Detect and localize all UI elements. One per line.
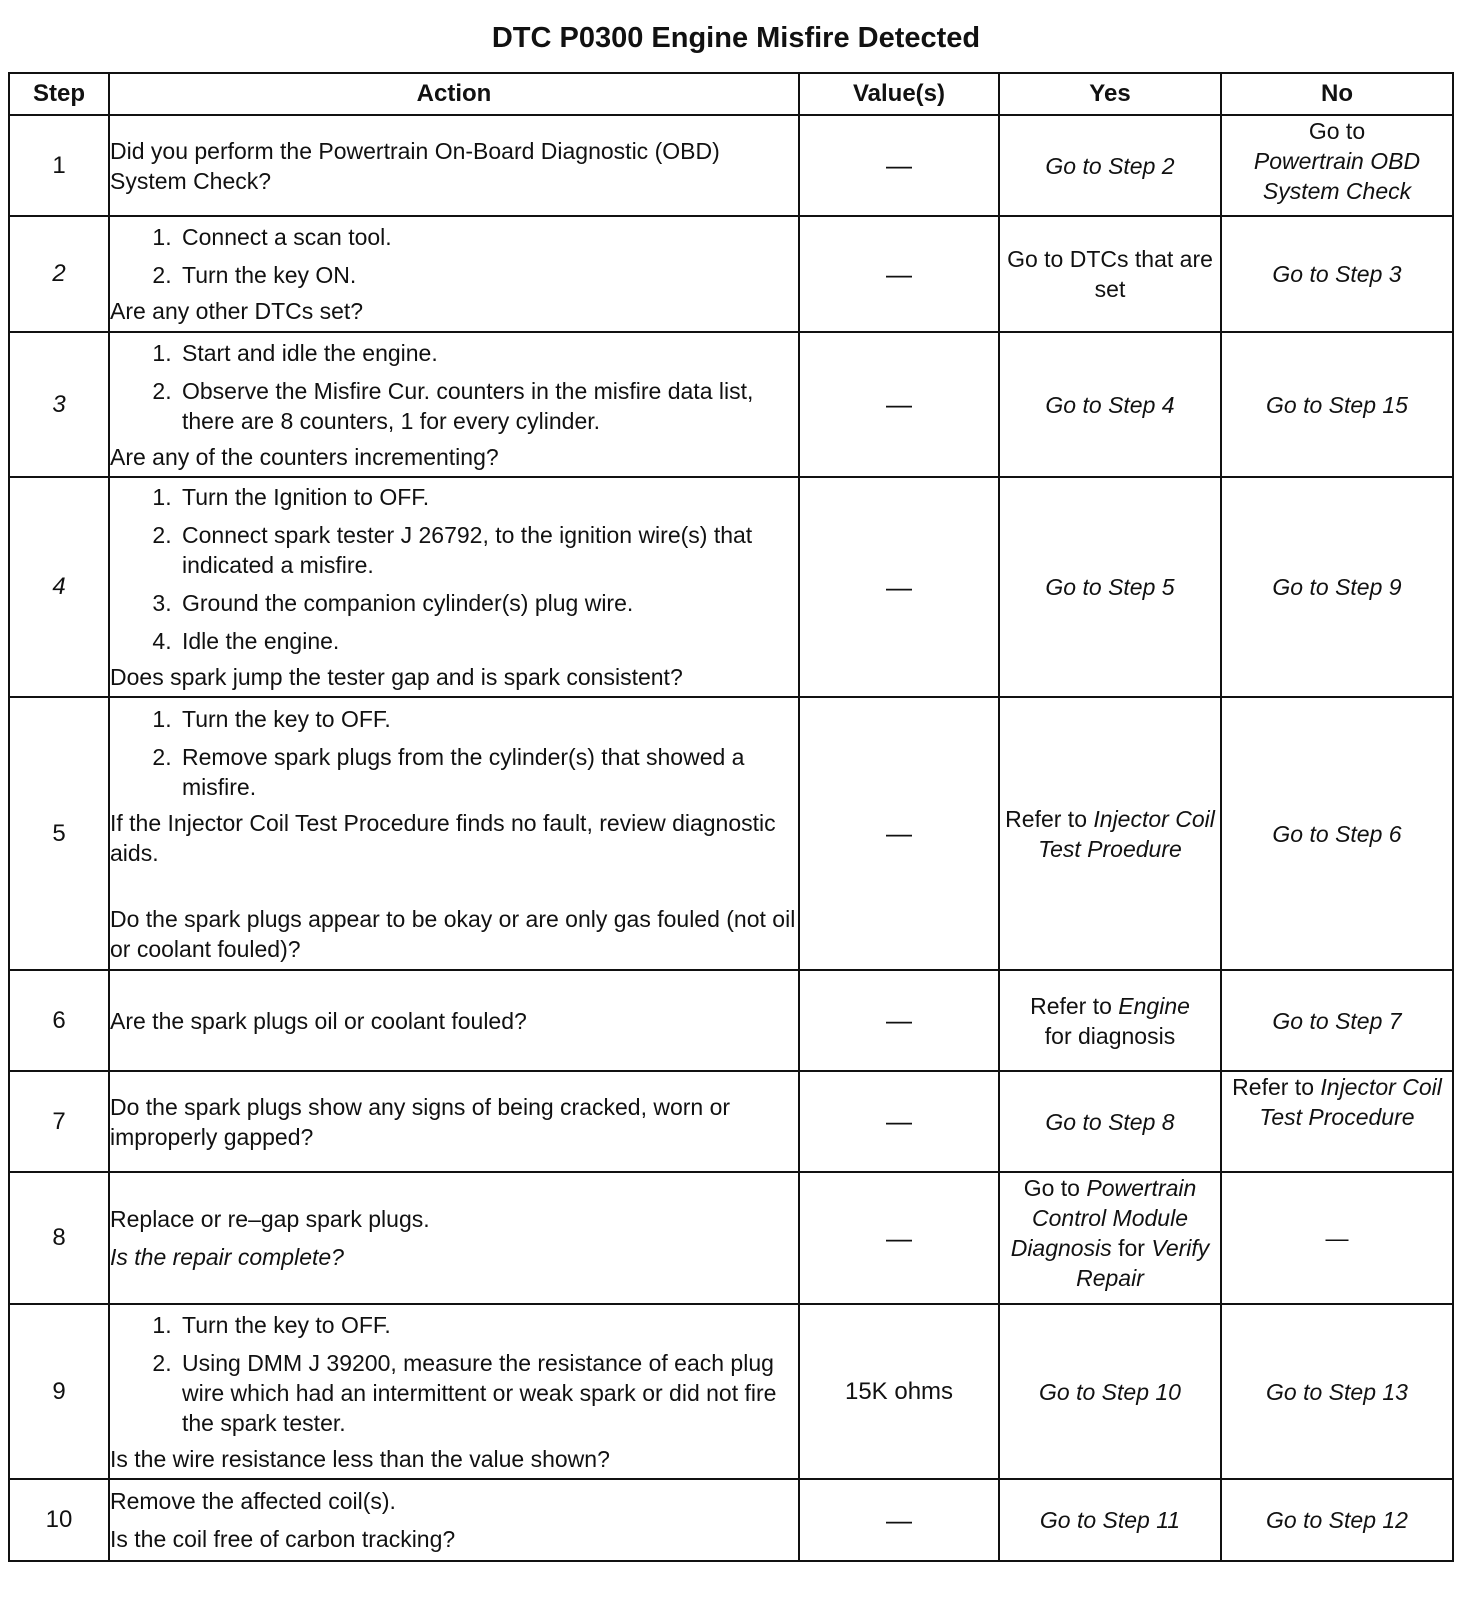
step-number: 6 bbox=[9, 970, 109, 1071]
step-number: 1 bbox=[9, 115, 109, 216]
action-question: Does spark jump the tester gap and is spark consistent? bbox=[110, 664, 683, 690]
value-cell: — bbox=[799, 1071, 999, 1172]
action-cell bbox=[109, 332, 799, 477]
action-cell bbox=[109, 1172, 799, 1304]
header-no: No bbox=[1221, 73, 1453, 115]
action-item: 1. Turn the Ignition to OFF. bbox=[178, 482, 798, 512]
action-item: 1. Turn the key to OFF. bbox=[178, 1310, 798, 1340]
action-item: 3. Ground the companion cylinder(s) plug wire. bbox=[178, 588, 798, 618]
step-number: 5 bbox=[9, 697, 109, 970]
value-cell: — bbox=[799, 697, 999, 970]
action-note: If the Injector Coil Test Procedure finds no fault, review diagnostic aids. bbox=[110, 809, 776, 866]
yes-cell: Go to Step 4 bbox=[999, 332, 1221, 477]
no-reference: Powertrain OBD System Check bbox=[1253, 148, 1421, 204]
yes-prefix: Refer to bbox=[1030, 992, 1112, 1019]
action-question: Are the spark plugs oil or coolant fouled? bbox=[110, 1007, 527, 1034]
table-row bbox=[9, 115, 1453, 216]
yes-suffix: for diagnosis bbox=[1044, 1022, 1176, 1049]
action-item: 2. Using DMM J 39200, measure the resistance of each plug wire which had an intermittent or weak spark or did not fire the spark tester. bbox=[178, 1348, 798, 1438]
action-cell bbox=[109, 1479, 799, 1561]
yes-cell bbox=[999, 697, 1221, 970]
step-number: 7 bbox=[9, 1071, 109, 1172]
page-title: DTC P0300 Engine Misfire Detected bbox=[491, 22, 981, 54]
step-number: 3 bbox=[9, 332, 109, 477]
action-cell bbox=[109, 216, 799, 332]
action-item: 2. Remove spark plugs from the cylinder(s) that showed a misfire. bbox=[178, 742, 798, 802]
action-steps bbox=[110, 1310, 798, 1438]
value-cell: — bbox=[799, 332, 999, 477]
no-cell: — bbox=[1221, 1172, 1453, 1304]
value-cell: — bbox=[799, 115, 999, 216]
action-cell bbox=[109, 115, 799, 216]
action-question: Is the wire resistance less than the value shown? bbox=[110, 1445, 610, 1472]
yes-reference: Engine bbox=[1118, 992, 1190, 1019]
action-instruction: Replace or re–gap spark plugs. bbox=[110, 1206, 430, 1232]
action-question: Did you perform the Powertrain On-Board Diagnostic (OBD) System Check? bbox=[110, 137, 720, 194]
header-yes: Yes bbox=[999, 73, 1221, 115]
yes-reference: Powertrain Control Module Diagnosis bbox=[1010, 1175, 1197, 1261]
action-steps bbox=[110, 704, 798, 802]
no-prefix: Go to bbox=[1308, 118, 1366, 144]
yes-cell: Go to Step 5 bbox=[999, 477, 1221, 697]
table-row bbox=[9, 1071, 1453, 1172]
no-cell bbox=[1221, 115, 1453, 216]
header-row bbox=[9, 73, 1453, 115]
yes-cell: Go to Step 10 bbox=[999, 1304, 1221, 1479]
action-item: 1. Turn the key to OFF. bbox=[178, 704, 798, 734]
yes-cell: Go to Step 11 bbox=[999, 1479, 1221, 1561]
value-cell: — bbox=[799, 477, 999, 697]
diagnostic-table bbox=[8, 72, 1454, 1562]
yes-cell bbox=[999, 970, 1221, 1071]
step-number: 4 bbox=[9, 477, 109, 697]
no-prefix: Refer to bbox=[1232, 1074, 1314, 1100]
yes-reference: Injector Coil Test Proedure bbox=[1038, 805, 1215, 862]
step-number: 2 bbox=[9, 216, 109, 332]
table-row bbox=[9, 970, 1453, 1071]
action-cell bbox=[109, 477, 799, 697]
no-cell: Go to Step 15 bbox=[1221, 332, 1453, 477]
header-step: Step bbox=[9, 73, 109, 115]
header-values: Value(s) bbox=[799, 73, 999, 115]
yes-prefix: Refer to bbox=[1005, 805, 1087, 832]
no-cell bbox=[1221, 1071, 1453, 1172]
no-cell: Go to Step 6 bbox=[1221, 697, 1453, 970]
step-number: 9 bbox=[9, 1304, 109, 1479]
action-instruction: Remove the affected coil(s). bbox=[110, 1488, 396, 1514]
action-item: 4. Idle the engine. bbox=[178, 626, 798, 656]
table-row bbox=[9, 1172, 1453, 1304]
table-row bbox=[9, 332, 1453, 477]
no-cell: Go to Step 13 bbox=[1221, 1304, 1453, 1479]
yes-cell: Go to Step 8 bbox=[999, 1071, 1221, 1172]
table-row bbox=[9, 1304, 1453, 1479]
no-cell: Go to Step 9 bbox=[1221, 477, 1453, 697]
action-cell bbox=[109, 1071, 799, 1172]
action-steps bbox=[110, 338, 798, 436]
action-steps bbox=[110, 482, 798, 656]
action-question: Are any other DTCs set? bbox=[110, 298, 364, 324]
action-question: Is the coil free of carbon tracking? bbox=[110, 1526, 456, 1552]
yes-connector: for bbox=[1118, 1235, 1145, 1261]
step-number: 10 bbox=[9, 1479, 109, 1561]
action-question: Are any of the counters incrementing? bbox=[110, 443, 499, 470]
value-cell: — bbox=[799, 216, 999, 332]
table-row bbox=[9, 477, 1453, 697]
action-cell bbox=[109, 697, 799, 970]
table-row bbox=[9, 1479, 1453, 1561]
action-cell bbox=[109, 970, 799, 1071]
action-question: Do the spark plugs show any signs of being cracked, worn or improperly gapped? bbox=[110, 1093, 731, 1150]
no-cell: Go to Step 3 bbox=[1221, 216, 1453, 332]
no-reference: Injector Coil Test Procedure bbox=[1259, 1074, 1442, 1130]
value-cell: — bbox=[799, 970, 999, 1071]
yes-cell: Go to Step 2 bbox=[999, 115, 1221, 216]
action-item: 1. Connect a scan tool. bbox=[178, 222, 798, 252]
table-row bbox=[9, 697, 1453, 970]
yes-prefix: Go to bbox=[1023, 1175, 1080, 1201]
yes-cell bbox=[999, 1172, 1221, 1304]
yes-reference-2: Verify Repair bbox=[1076, 1235, 1210, 1291]
value-cell: — bbox=[799, 1479, 999, 1561]
step-number: 8 bbox=[9, 1172, 109, 1304]
action-item: 2. Turn the key ON. bbox=[178, 260, 798, 290]
action-question: Do the spark plugs appear to be okay or are only gas fouled (not oil or coolant fouled)? bbox=[110, 905, 796, 962]
header-action: Action bbox=[109, 73, 799, 115]
action-cell bbox=[109, 1304, 799, 1479]
action-item: 1. Start and idle the engine. bbox=[178, 338, 798, 368]
no-cell: Go to Step 12 bbox=[1221, 1479, 1453, 1561]
value-cell: — bbox=[799, 1172, 999, 1304]
value-cell: 15K ohms bbox=[799, 1304, 999, 1479]
action-item: 2. Observe the Misfire Cur. counters in the misfire data list, there are 8 counters, 1 for every cylinder. bbox=[178, 376, 798, 436]
no-cell: Go to Step 7 bbox=[1221, 970, 1453, 1071]
action-item: 2. Connect spark tester J 26792, to the ignition wire(s) that indicated a misfire. bbox=[178, 520, 798, 580]
yes-cell: Go to DTCs that are set bbox=[999, 216, 1221, 332]
action-question: Is the repair complete? bbox=[110, 1244, 344, 1270]
action-steps bbox=[110, 222, 798, 290]
table-row bbox=[9, 216, 1453, 332]
